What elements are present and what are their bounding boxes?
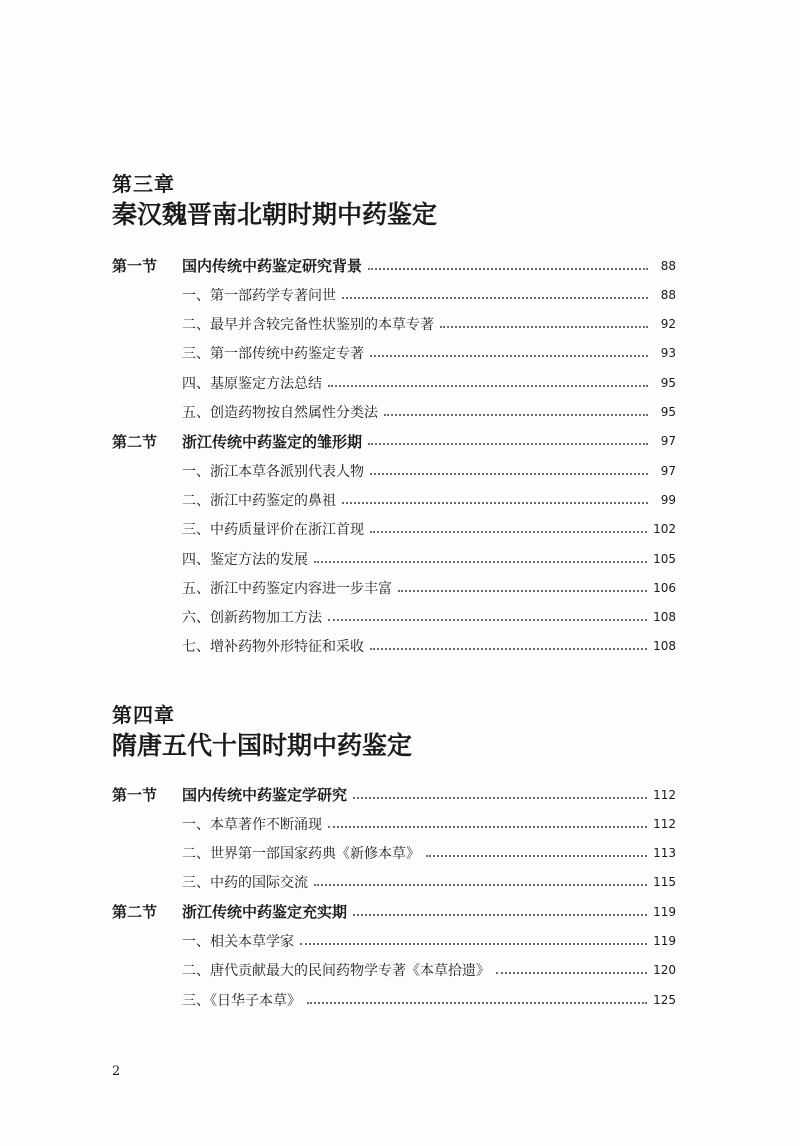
dot-leader xyxy=(370,531,647,533)
dot-leader xyxy=(370,355,648,357)
section-label: 第一节 xyxy=(112,257,158,275)
chapter-section xyxy=(112,172,676,232)
page-ref: 108 xyxy=(653,610,676,625)
toc-subsection-entry[interactable] xyxy=(112,985,676,1014)
dot-leader xyxy=(307,1002,647,1004)
chapter-number: 第四章 xyxy=(112,703,175,727)
page-ref: 115 xyxy=(653,875,676,890)
dot-leader xyxy=(370,648,647,650)
page-number: 2 xyxy=(112,1064,121,1079)
toc-subsection-entry[interactable] xyxy=(112,339,676,368)
chapter-section xyxy=(112,703,676,763)
toc-subsection-entry[interactable] xyxy=(112,956,676,985)
section-label: 第一节 xyxy=(112,786,158,804)
toc-subsection-entry[interactable] xyxy=(112,398,676,427)
dot-leader xyxy=(368,443,648,445)
section-label: 第二节 xyxy=(112,903,158,922)
entry-title: 二、浙江中药鉴定的鼻祖 xyxy=(182,492,336,509)
page-ref: 88 xyxy=(660,287,676,302)
entry-title: 三、第一部传统中药鉴定专著 xyxy=(182,346,364,363)
dot-leader xyxy=(300,943,647,945)
page-ref: 93 xyxy=(660,346,676,361)
toc-subsection-entry[interactable] xyxy=(112,809,676,838)
page-ref: 108 xyxy=(653,639,676,654)
toc-subsection-entry[interactable] xyxy=(112,280,676,309)
page-ref: 95 xyxy=(660,375,676,390)
dot-leader xyxy=(328,385,648,387)
page-ref: 106 xyxy=(653,580,676,595)
entry-title: 二、世界第一部国家药典《新修本草》 xyxy=(182,846,420,863)
toc-subsection-entry[interactable] xyxy=(112,632,676,661)
toc-list xyxy=(112,251,676,661)
toc-subsection-entry[interactable] xyxy=(112,368,676,397)
entry-title: 二、唐代贡献最大的民间药物学专著《本草拾遗》 xyxy=(182,963,490,980)
dot-leader xyxy=(370,473,648,475)
toc-subsection-entry[interactable] xyxy=(112,544,676,573)
entry-title: 一、本草著作不断涌现 xyxy=(182,816,322,833)
dot-leader xyxy=(342,297,648,299)
page-ref: 105 xyxy=(653,551,676,566)
page-ref: 99 xyxy=(660,492,676,507)
toc-subsection-entry[interactable] xyxy=(112,573,676,602)
page-ref: 125 xyxy=(653,992,676,1007)
entry-title: 三、中药的国际交流 xyxy=(182,875,308,892)
page-ref: 120 xyxy=(653,963,676,978)
toc-subsection-entry[interactable] xyxy=(112,310,676,339)
entry-title: 国内传统中药鉴定研究背景 xyxy=(182,257,363,275)
toc-section-entry[interactable] xyxy=(112,427,676,456)
entry-title: 浙江传统中药鉴定的雏形期 xyxy=(182,432,363,451)
page-ref: 95 xyxy=(660,405,676,419)
dot-leader xyxy=(342,502,648,504)
page-ref: 112 xyxy=(653,816,676,831)
page-ref: 102 xyxy=(653,522,676,537)
dot-leader xyxy=(353,914,647,916)
entry-title: 七、增补药物外形特征和采收 xyxy=(182,639,364,656)
toc-subsection-entry[interactable] xyxy=(112,456,676,485)
section-label: 第二节 xyxy=(112,432,158,451)
page-ref: 92 xyxy=(660,317,676,332)
dot-leader xyxy=(440,326,648,328)
dot-leader xyxy=(426,855,647,857)
dot-leader xyxy=(353,797,647,799)
page-ref: 119 xyxy=(653,934,676,948)
page-ref: 97 xyxy=(660,434,676,449)
dot-leader xyxy=(398,590,647,592)
toc-subsection-entry[interactable] xyxy=(112,485,676,514)
toc-subsection-entry[interactable] xyxy=(112,515,676,544)
entry-title: 一、浙江本草各派别代表人物 xyxy=(182,463,364,480)
entry-title: 四、鉴定方法的发展 xyxy=(182,551,308,568)
entry-title: 三、《日华子本草》 xyxy=(182,992,301,1009)
dot-leader xyxy=(314,884,647,886)
page-ref: 119 xyxy=(653,904,676,919)
dot-leader xyxy=(328,826,647,828)
entry-title: 国内传统中药鉴定学研究 xyxy=(182,786,348,804)
dot-leader xyxy=(314,561,647,563)
entry-title: 一、第一部药学专著问世 xyxy=(182,287,336,304)
entry-title: 五、创造药物按自然属性分类法 xyxy=(182,405,378,421)
toc-subsection-entry[interactable] xyxy=(112,839,676,868)
toc-subsection-entry[interactable] xyxy=(112,927,676,956)
toc-section-entry[interactable] xyxy=(112,251,676,280)
dot-leader xyxy=(496,972,647,974)
entry-title: 四、基原鉴定方法总结 xyxy=(182,375,322,392)
page-ref: 97 xyxy=(660,463,676,478)
entry-title: 二、最早并含较完备性状鉴别的本草专著 xyxy=(182,317,434,334)
chapter-number: 第三章 xyxy=(112,172,175,196)
entry-title: 六、创新药物加工方法 xyxy=(182,610,322,627)
page-ref: 88 xyxy=(660,258,676,273)
dot-leader xyxy=(368,268,648,270)
page-ref: 112 xyxy=(653,787,676,802)
chapter-title: 隋唐五代十国时期中药鉴定 xyxy=(112,731,413,760)
entry-title: 浙江传统中药鉴定充实期 xyxy=(182,903,348,922)
entry-title: 三、中药质量评价在浙江首现 xyxy=(182,522,364,539)
page-ref: 113 xyxy=(653,846,676,861)
toc-section-entry[interactable] xyxy=(112,780,676,809)
entry-title: 五、浙江中药鉴定内容进一步丰富 xyxy=(182,580,392,597)
dot-leader xyxy=(328,619,647,621)
toc-list xyxy=(112,780,676,1020)
entry-title: 一、相关本草学家 xyxy=(182,934,294,950)
toc-subsection-entry[interactable] xyxy=(112,868,676,897)
dot-leader xyxy=(384,414,648,416)
chapter-title: 秦汉魏晋南北朝时期中药鉴定 xyxy=(112,200,438,229)
toc-section-entry[interactable] xyxy=(112,897,676,926)
toc-subsection-entry[interactable] xyxy=(112,603,676,632)
